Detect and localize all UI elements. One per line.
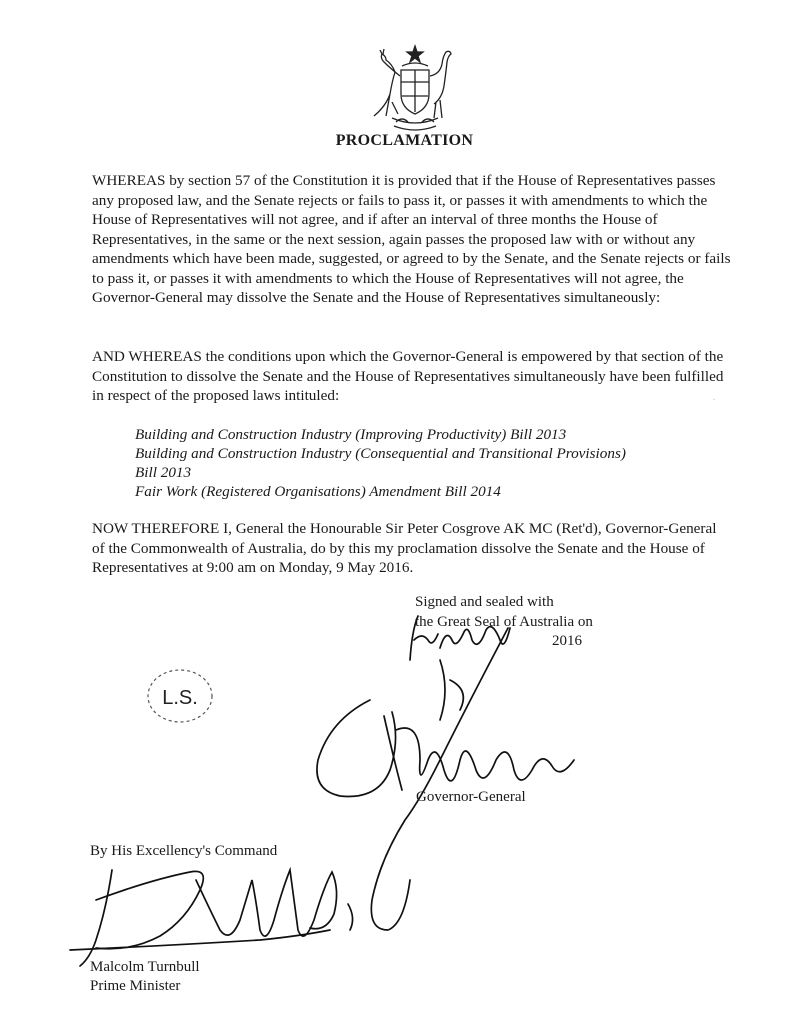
svg-text:L.S.: L.S. [162, 687, 198, 709]
signing-block [415, 593, 593, 649]
now-therefore-paragraph: NOW THEREFORE I, General the Honourable Sir Peter Cosgrove AK MC (Ret'd), Governor-General of the Commonwealth of Australia, do by this my proclamation dissolve the Senate and the House of Representatives at 9:00 am on Monday, 9 May 2016. [92, 520, 717, 576]
ls-seal-stamp [141, 665, 219, 727]
bill-item: Building and Construction Industry (Improving Productivity) Bill 2013 [135, 426, 567, 443]
whereas-paragraph-2: AND WHEREAS the conditions upon which the Governor-General is empowered by that section of the Constitution to dissolve the Senate and the House of Representatives simultaneously have been fulfilled in respect of the proposed laws intituled: [92, 348, 724, 404]
bill-item: Building and Construction Industry (Consequential and Transitional Provisions) [135, 445, 626, 462]
command-line: By His Excellency's Command [90, 843, 278, 859]
whereas-paragraph-1: WHEREAS by section 57 of the Constitution it is provided that if the House of Representatives passes any proposed law, and the Senate rejects or fails to pass it, or passes it with amendments to which the House of Representatives will not agree, and if after an interval of three months the House of Representatives, in the same or the next session, again passes the proposed law with or without any amendments which have been made, suggested, or agreed to by the Senate, and the Senate rejects or fails to pass it, or passes it with amendments to which the House of Representatives will not agree, the Governor-General may dissolve the Senate and the House of Representatives simultaneously: [92, 172, 731, 306]
governor-general-title: Governor-General [416, 789, 526, 805]
signing-line-1: Signed and sealed with [415, 594, 554, 610]
countersign-block [90, 958, 200, 996]
prime-minister-name: Malcolm Turnbull [90, 959, 200, 975]
signing-line-2: the Great Seal of Australia on [415, 613, 593, 630]
coat-of-arms-crest [362, 42, 468, 138]
bill-item: Fair Work (Registered Organisations) Amendment Bill 2014 [135, 483, 501, 500]
bills-list [135, 425, 715, 501]
bill-item: Bill 2013 [135, 464, 192, 481]
scan-artifact: · [712, 392, 716, 406]
signing-year: 2016 [552, 633, 582, 649]
page-title: PROCLAMATION [335, 132, 474, 149]
prime-minister-title: Prime Minister [90, 978, 181, 994]
